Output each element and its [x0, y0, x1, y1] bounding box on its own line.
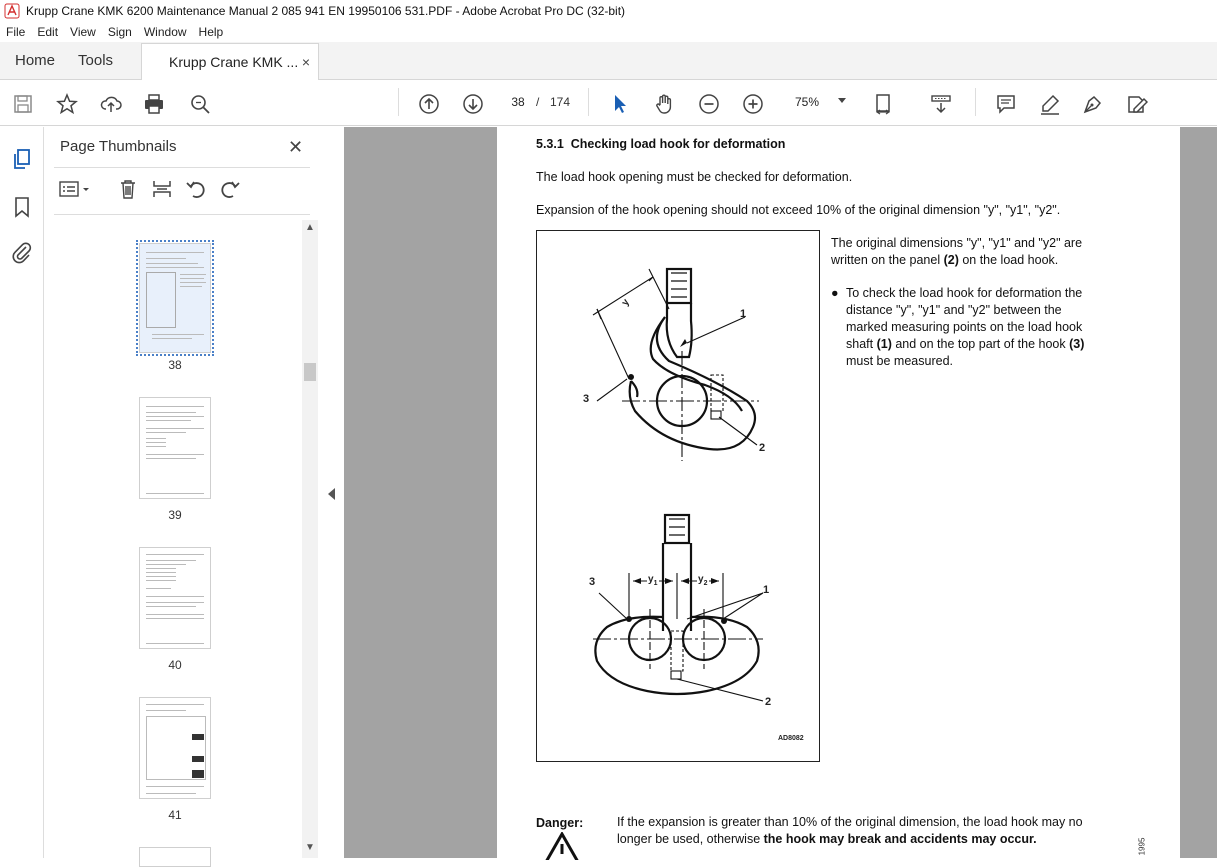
paragraph: Expansion of the hook opening should not exceed 10% of the original dimension "y", "y1", "y2". [536, 203, 1061, 217]
bullet-part: and on the top part of the hook [891, 337, 1070, 351]
document-tab-label: Krupp Crane KMK ... [169, 54, 299, 70]
side-text-part: on the load hook. [958, 253, 1059, 267]
figure-code: AD8082 [778, 735, 804, 742]
rotate-right-icon[interactable] [218, 175, 242, 203]
rotate-left-icon[interactable] [184, 175, 208, 203]
zoom-out-icon[interactable] [696, 91, 722, 117]
thumbnails-panel [44, 127, 320, 858]
close-tab-icon[interactable]: × [301, 54, 311, 70]
danger-text [617, 831, 1037, 848]
section-heading [536, 136, 785, 153]
thumbnail-page-40[interactable] [139, 547, 211, 649]
save-icon[interactable] [10, 91, 36, 117]
page-number-input[interactable]: 38 [503, 90, 533, 114]
figure-label: 2 [765, 696, 772, 708]
options-menu-icon[interactable] [59, 175, 93, 203]
margin-number: 1995 [1137, 837, 1147, 856]
y2-label: y [698, 574, 704, 585]
search-icon[interactable] [187, 91, 213, 117]
paragraph: The load hook opening must be checked for deformation. [536, 170, 853, 184]
collapse-panel-icon[interactable] [328, 488, 335, 500]
side-text-part: (2) [943, 253, 959, 267]
figure-label: 1 [740, 308, 747, 320]
bookmark-star-icon[interactable] [54, 91, 80, 117]
figure-label [698, 574, 707, 587]
zoom-in-icon[interactable] [740, 91, 766, 117]
delete-icon[interactable] [116, 175, 140, 203]
menu-window[interactable]: Window [143, 25, 187, 39]
page-fit-icon[interactable] [871, 91, 897, 117]
bullet-line: distance "y", "y1" and "y2" between the [846, 303, 1062, 317]
close-panel-icon[interactable]: ✕ [288, 137, 304, 157]
comment-icon[interactable] [993, 91, 1019, 117]
menu-sign[interactable]: Sign [107, 25, 132, 39]
y2-subscript: 2 [703, 580, 708, 587]
next-page-icon[interactable] [460, 91, 486, 117]
hook-drawing [537, 231, 821, 763]
toolbar [0, 81, 1217, 126]
warning-triangle-icon [544, 832, 580, 860]
side-text [831, 252, 1058, 269]
bullet-part: (3) [1069, 337, 1085, 351]
bullet-line: marked measuring points on the load hook [846, 320, 1083, 334]
heading-text: Checking load hook for deformation [570, 137, 786, 151]
insert-page-icon[interactable] [150, 175, 174, 203]
bullet-line: must be measured. [846, 354, 953, 368]
upload-cloud-icon[interactable] [98, 91, 124, 117]
side-text-part: written on the panel [831, 253, 944, 267]
bullet-part: (1) [876, 337, 892, 351]
toolbar-separator [588, 88, 589, 116]
chevron-down-icon [838, 98, 846, 103]
figure-label: 3 [583, 393, 590, 405]
hand-tool-icon[interactable] [652, 91, 678, 117]
figure-label [648, 574, 657, 587]
menu-help[interactable]: Help [198, 25, 224, 39]
scroll-mode-icon[interactable] [928, 91, 954, 117]
y1-subscript: 1 [653, 580, 658, 587]
thumbnail-label: 39 [168, 508, 182, 522]
highlight-pen-icon[interactable] [1037, 91, 1063, 117]
side-text: The original dimensions "y", "y1" and "y2" are [831, 236, 1083, 250]
thumbnail-page-38[interactable] [139, 243, 211, 353]
thumbnail-tools [54, 175, 304, 205]
bullet-line [846, 336, 1084, 353]
bookmarks-icon[interactable] [10, 195, 34, 219]
toolbar-separator [975, 88, 976, 116]
panel-title: Page Thumbnails [60, 138, 177, 155]
draw-icon[interactable] [1080, 91, 1106, 117]
danger-label: Danger: [536, 816, 584, 830]
zoom-value: 75% [795, 95, 820, 109]
y1-label: y [648, 574, 654, 585]
select-cursor-icon[interactable] [607, 91, 633, 117]
figure-label: 2 [759, 442, 766, 454]
previous-page-icon[interactable] [416, 91, 442, 117]
thumbnail-page-39[interactable] [139, 397, 211, 499]
danger-text: If the expansion is greater than 10% of the original dimension, the load hook may no [617, 815, 1083, 829]
menu-bar [0, 22, 1217, 42]
tab-document[interactable] [141, 43, 319, 80]
danger-text-part: longer be used, otherwise [617, 832, 764, 846]
tab-bar [0, 42, 1217, 80]
fill-sign-icon[interactable] [1124, 91, 1150, 117]
left-rail [0, 127, 44, 858]
zoom-select[interactable] [788, 90, 850, 114]
bullet-line: To check the load hook for deformation the [846, 286, 1083, 300]
tab-tools[interactable]: Tools [78, 52, 114, 69]
danger-text-part: the hook may break and accidents may occur. [763, 832, 1037, 846]
thumbnail-label: 38 [168, 358, 182, 372]
divider [54, 167, 310, 168]
page-thumbnails-icon[interactable] [10, 147, 34, 171]
bullet-part: shaft [846, 337, 877, 351]
toolbar-separator [398, 88, 399, 116]
figure-label: 1 [763, 584, 770, 596]
page-total: 174 [550, 95, 571, 109]
title-bar [0, 0, 1217, 22]
print-icon[interactable] [141, 91, 167, 117]
menu-file[interactable]: File [6, 25, 26, 39]
figure-label: y [619, 297, 632, 308]
menu-view[interactable]: View [70, 25, 96, 39]
thumbnail-page-41[interactable] [139, 697, 211, 799]
thumbnail-label: 40 [168, 658, 182, 672]
thumbnails-scrollbar[interactable] [302, 220, 318, 858]
figure-label: 3 [589, 576, 596, 588]
acrobat-app-icon [4, 3, 20, 19]
hook-diagram [536, 230, 820, 762]
tab-home[interactable]: Home [15, 52, 56, 69]
page-separator: / [536, 95, 540, 109]
scroll-up-icon[interactable]: ▲ [305, 222, 315, 233]
window-title: Krupp Crane KMK 6200 Maintenance Manual 2 085 941 EN 19950106 531.PDF - Adobe Acrobat Pro DC (32-bit) [26, 4, 626, 18]
thumbnail-label: 41 [168, 808, 182, 822]
menu-edit[interactable]: Edit [37, 25, 59, 39]
bullet-glyph: ● [831, 286, 839, 300]
divider [54, 214, 310, 215]
scroll-down-icon[interactable]: ▼ [305, 842, 315, 853]
collapse-panel-strip [320, 127, 344, 858]
attachments-icon[interactable] [10, 240, 34, 264]
scroll-thumb[interactable] [304, 363, 316, 381]
thumbnail-page-42[interactable] [139, 847, 211, 867]
heading-number: 5.3.1 [536, 137, 564, 151]
